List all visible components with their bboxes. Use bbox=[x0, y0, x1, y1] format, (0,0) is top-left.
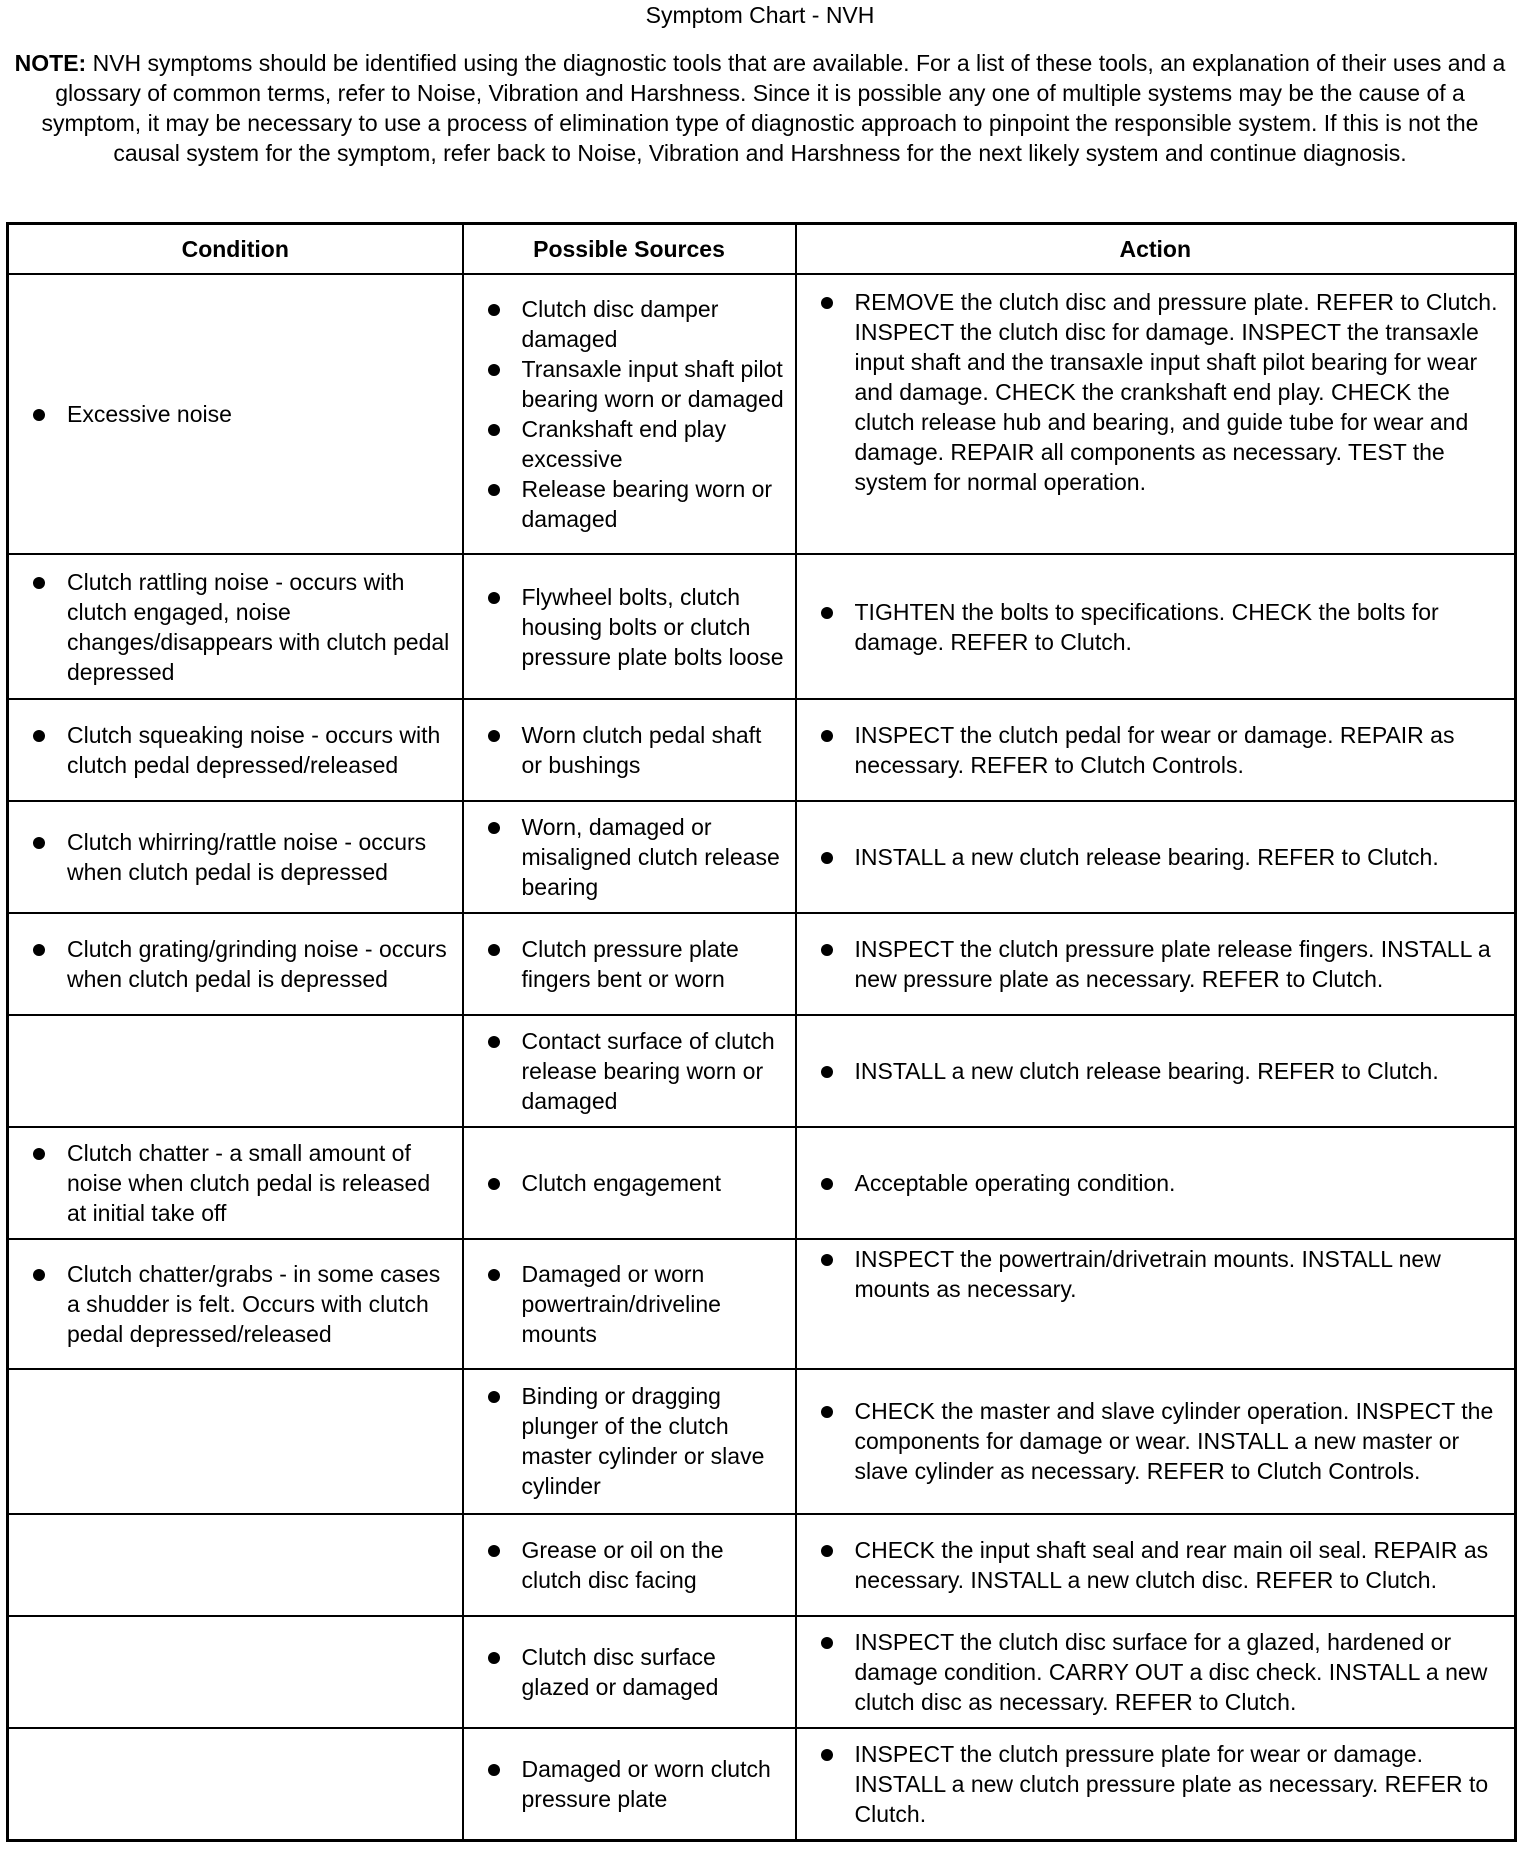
table-row bbox=[8, 699, 1516, 801]
list-item: Clutch grating/grinding noise - occurs when clutch pedal is depressed bbox=[23, 934, 452, 994]
bullet-list bbox=[23, 399, 452, 429]
list-item: Worn, damaged or misaligned clutch release bearing bbox=[478, 812, 785, 902]
header-action: Action bbox=[796, 224, 1516, 275]
header-possible-sources: Possible Sources bbox=[463, 224, 796, 275]
list-item: Clutch disc damper damaged bbox=[478, 294, 785, 354]
bullet-list bbox=[811, 720, 1505, 780]
list-item: TIGHTEN the bolts to specifications. CHECK the bolts for damage. REFER to Clutch. bbox=[811, 597, 1505, 657]
note-text: NVH symptoms should be identified using the diagnostic tools that are available. For a list of these tools, an explanation of their uses and a glossary of common terms, refer to Noise, Vibration and Harshness. Since it is possible any one of multiple systems may be the cause of a symptom, it may be necessary to use a process of elimination type of diagnostic approach to pinpoint the responsible system. If this is not the causal system for the symptom, refer back to Noise, Vibration and Harshness for the next likely system and continue diagnosis. bbox=[41, 50, 1506, 166]
bullet-list bbox=[478, 582, 785, 672]
list-item: Release bearing worn or damaged bbox=[478, 474, 785, 534]
possible-sources-cell bbox=[463, 1015, 796, 1127]
action-cell bbox=[796, 801, 1516, 913]
condition-cell bbox=[8, 699, 463, 801]
bullet-list bbox=[478, 812, 785, 902]
bullet-list bbox=[811, 842, 1505, 872]
bullet-list bbox=[478, 1535, 785, 1595]
condition-cell bbox=[8, 1616, 463, 1728]
bullet-list bbox=[811, 1535, 1505, 1595]
possible-sources-cell bbox=[463, 699, 796, 801]
table-row bbox=[8, 1239, 1516, 1369]
list-item: INSPECT the clutch pressure plate release fingers. INSTALL a new pressure plate as necessary. REFER to Clutch. bbox=[811, 934, 1505, 994]
action-cell bbox=[796, 1728, 1516, 1841]
list-item: Clutch whirring/rattle noise - occurs when clutch pedal is depressed bbox=[23, 827, 452, 887]
list-item: Clutch chatter - a small amount of noise when clutch pedal is released at initial take off bbox=[23, 1138, 452, 1228]
list-item: Clutch squeaking noise - occurs with clutch pedal depressed/released bbox=[23, 720, 452, 780]
action-cell bbox=[796, 1514, 1516, 1616]
bullet-list bbox=[811, 1168, 1505, 1198]
bullet-list bbox=[23, 720, 452, 780]
list-item: Worn clutch pedal shaft or bushings bbox=[478, 720, 785, 780]
list-item: INSPECT the clutch pedal for wear or damage. REPAIR as necessary. REFER to Clutch Controls. bbox=[811, 720, 1505, 780]
symptom-chart-table bbox=[6, 222, 1517, 1842]
action-cell bbox=[796, 1616, 1516, 1728]
list-item: Crankshaft end play excessive bbox=[478, 414, 785, 474]
action-cell bbox=[796, 1239, 1516, 1369]
list-item: INSTALL a new clutch release bearing. REFER to Clutch. bbox=[811, 1056, 1505, 1086]
table-row bbox=[8, 1728, 1516, 1841]
action-cell bbox=[796, 1369, 1516, 1515]
list-item: Clutch chatter/grabs - in some cases a shudder is felt. Occurs with clutch pedal depressed/released bbox=[23, 1259, 452, 1349]
bullet-list bbox=[478, 1642, 785, 1702]
possible-sources-cell bbox=[463, 913, 796, 1015]
list-item: Clutch rattling noise - occurs with clutch engaged, noise changes/disappears with clutch pedal depressed bbox=[23, 567, 452, 687]
bullet-list bbox=[811, 597, 1505, 657]
bullet-list bbox=[23, 1138, 452, 1228]
possible-sources-cell bbox=[463, 1369, 796, 1515]
table-row bbox=[8, 1127, 1516, 1239]
list-item: Transaxle input shaft pilot bearing worn or damaged bbox=[478, 354, 785, 414]
list-item: INSTALL a new clutch release bearing. REFER to Clutch. bbox=[811, 842, 1505, 872]
action-cell bbox=[796, 699, 1516, 801]
table-header-row bbox=[8, 224, 1516, 275]
list-item: Damaged or worn clutch pressure plate bbox=[478, 1754, 785, 1814]
action-cell bbox=[796, 554, 1516, 700]
list-item: Grease or oil on the clutch disc facing bbox=[478, 1535, 785, 1595]
action-cell bbox=[796, 1127, 1516, 1239]
action-cell bbox=[796, 1015, 1516, 1127]
possible-sources-cell bbox=[463, 801, 796, 913]
list-item: CHECK the master and slave cylinder operation. INSPECT the components for damage or wear. INSTALL a new master or slave cylinder as necessary. REFER to Clutch Controls. bbox=[811, 1396, 1505, 1486]
condition-cell bbox=[8, 1369, 463, 1515]
list-item: Damaged or worn powertrain/driveline mounts bbox=[478, 1259, 785, 1349]
list-item: INSPECT the powertrain/drivetrain mounts. INSTALL new mounts as necessary. bbox=[811, 1244, 1505, 1304]
bullet-list bbox=[478, 720, 785, 780]
bullet-list bbox=[23, 567, 452, 687]
possible-sources-cell bbox=[463, 1239, 796, 1369]
note-label: NOTE: bbox=[14, 50, 87, 76]
table-row bbox=[8, 274, 1516, 554]
bullet-list bbox=[478, 1259, 785, 1349]
table-row bbox=[8, 554, 1516, 700]
table-body bbox=[8, 274, 1516, 1841]
bullet-list bbox=[478, 934, 785, 994]
list-item: CHECK the input shaft seal and rear main oil seal. REPAIR as necessary. INSTALL a new clutch disc. REFER to Clutch. bbox=[811, 1535, 1505, 1595]
list-item: Contact surface of clutch release bearing worn or damaged bbox=[478, 1026, 785, 1116]
bullet-list bbox=[478, 1168, 785, 1198]
table-row bbox=[8, 1369, 1516, 1515]
bullet-list bbox=[811, 1627, 1505, 1717]
bullet-list bbox=[811, 1739, 1505, 1829]
possible-sources-cell bbox=[463, 274, 796, 554]
possible-sources-cell bbox=[463, 1514, 796, 1616]
bullet-list bbox=[811, 934, 1505, 994]
list-item: Clutch pressure plate fingers bent or worn bbox=[478, 934, 785, 994]
list-item: Binding or dragging plunger of the clutch master cylinder or slave cylinder bbox=[478, 1381, 785, 1501]
bullet-list bbox=[811, 1244, 1505, 1304]
note-paragraph bbox=[6, 48, 1514, 168]
action-cell bbox=[796, 274, 1516, 554]
bullet-list bbox=[23, 827, 452, 887]
list-item: Flywheel bolts, clutch housing bolts or clutch pressure plate bolts loose bbox=[478, 582, 785, 672]
condition-cell bbox=[8, 1127, 463, 1239]
bullet-list bbox=[811, 287, 1505, 497]
bullet-list bbox=[478, 294, 785, 534]
condition-cell bbox=[8, 1239, 463, 1369]
action-cell bbox=[796, 913, 1516, 1015]
bullet-list bbox=[478, 1754, 785, 1814]
header-condition: Condition bbox=[8, 224, 463, 275]
possible-sources-cell bbox=[463, 1728, 796, 1841]
list-item: Clutch disc surface glazed or damaged bbox=[478, 1642, 785, 1702]
list-item: Excessive noise bbox=[23, 399, 452, 429]
possible-sources-cell bbox=[463, 1127, 796, 1239]
condition-cell bbox=[8, 1514, 463, 1616]
condition-cell bbox=[8, 1728, 463, 1841]
list-item: INSPECT the clutch pressure plate for wear or damage. INSTALL a new clutch pressure plate as necessary. REFER to Clutch. bbox=[811, 1739, 1505, 1829]
bullet-list bbox=[478, 1026, 785, 1116]
list-item: REMOVE the clutch disc and pressure plate. REFER to Clutch. INSPECT the clutch disc for damage. INSPECT the transaxle input shaft and the transaxle input shaft pilot bearing for wear and damage. CHECK the crankshaft end play. CHECK the clutch release hub and bearing, and guide tube for wear and damage. REPAIR all components as necessary. TEST the system for normal operation. bbox=[811, 287, 1505, 497]
bullet-list bbox=[23, 934, 452, 994]
bullet-list bbox=[811, 1396, 1505, 1486]
condition-cell bbox=[8, 554, 463, 700]
page-title: Symptom Chart - NVH bbox=[645, 2, 875, 28]
table-row bbox=[8, 1514, 1516, 1616]
bullet-list bbox=[23, 1259, 452, 1349]
condition-cell bbox=[8, 913, 463, 1015]
table-row bbox=[8, 801, 1516, 913]
possible-sources-cell bbox=[463, 554, 796, 700]
condition-cell bbox=[8, 274, 463, 554]
table-row bbox=[8, 913, 1516, 1015]
list-item: INSPECT the clutch disc surface for a glazed, hardened or damage condition. CARRY OUT a disc check. INSTALL a new clutch disc as necessary. REFER to Clutch. bbox=[811, 1627, 1505, 1717]
condition-cell bbox=[8, 1015, 463, 1127]
list-item: Clutch engagement bbox=[478, 1168, 785, 1198]
list-item: Acceptable operating condition. bbox=[811, 1168, 1505, 1198]
table-row bbox=[8, 1616, 1516, 1728]
table-row bbox=[8, 1015, 1516, 1127]
bullet-list bbox=[478, 1381, 785, 1501]
condition-cell bbox=[8, 801, 463, 913]
bullet-list bbox=[811, 1056, 1505, 1086]
possible-sources-cell bbox=[463, 1616, 796, 1728]
